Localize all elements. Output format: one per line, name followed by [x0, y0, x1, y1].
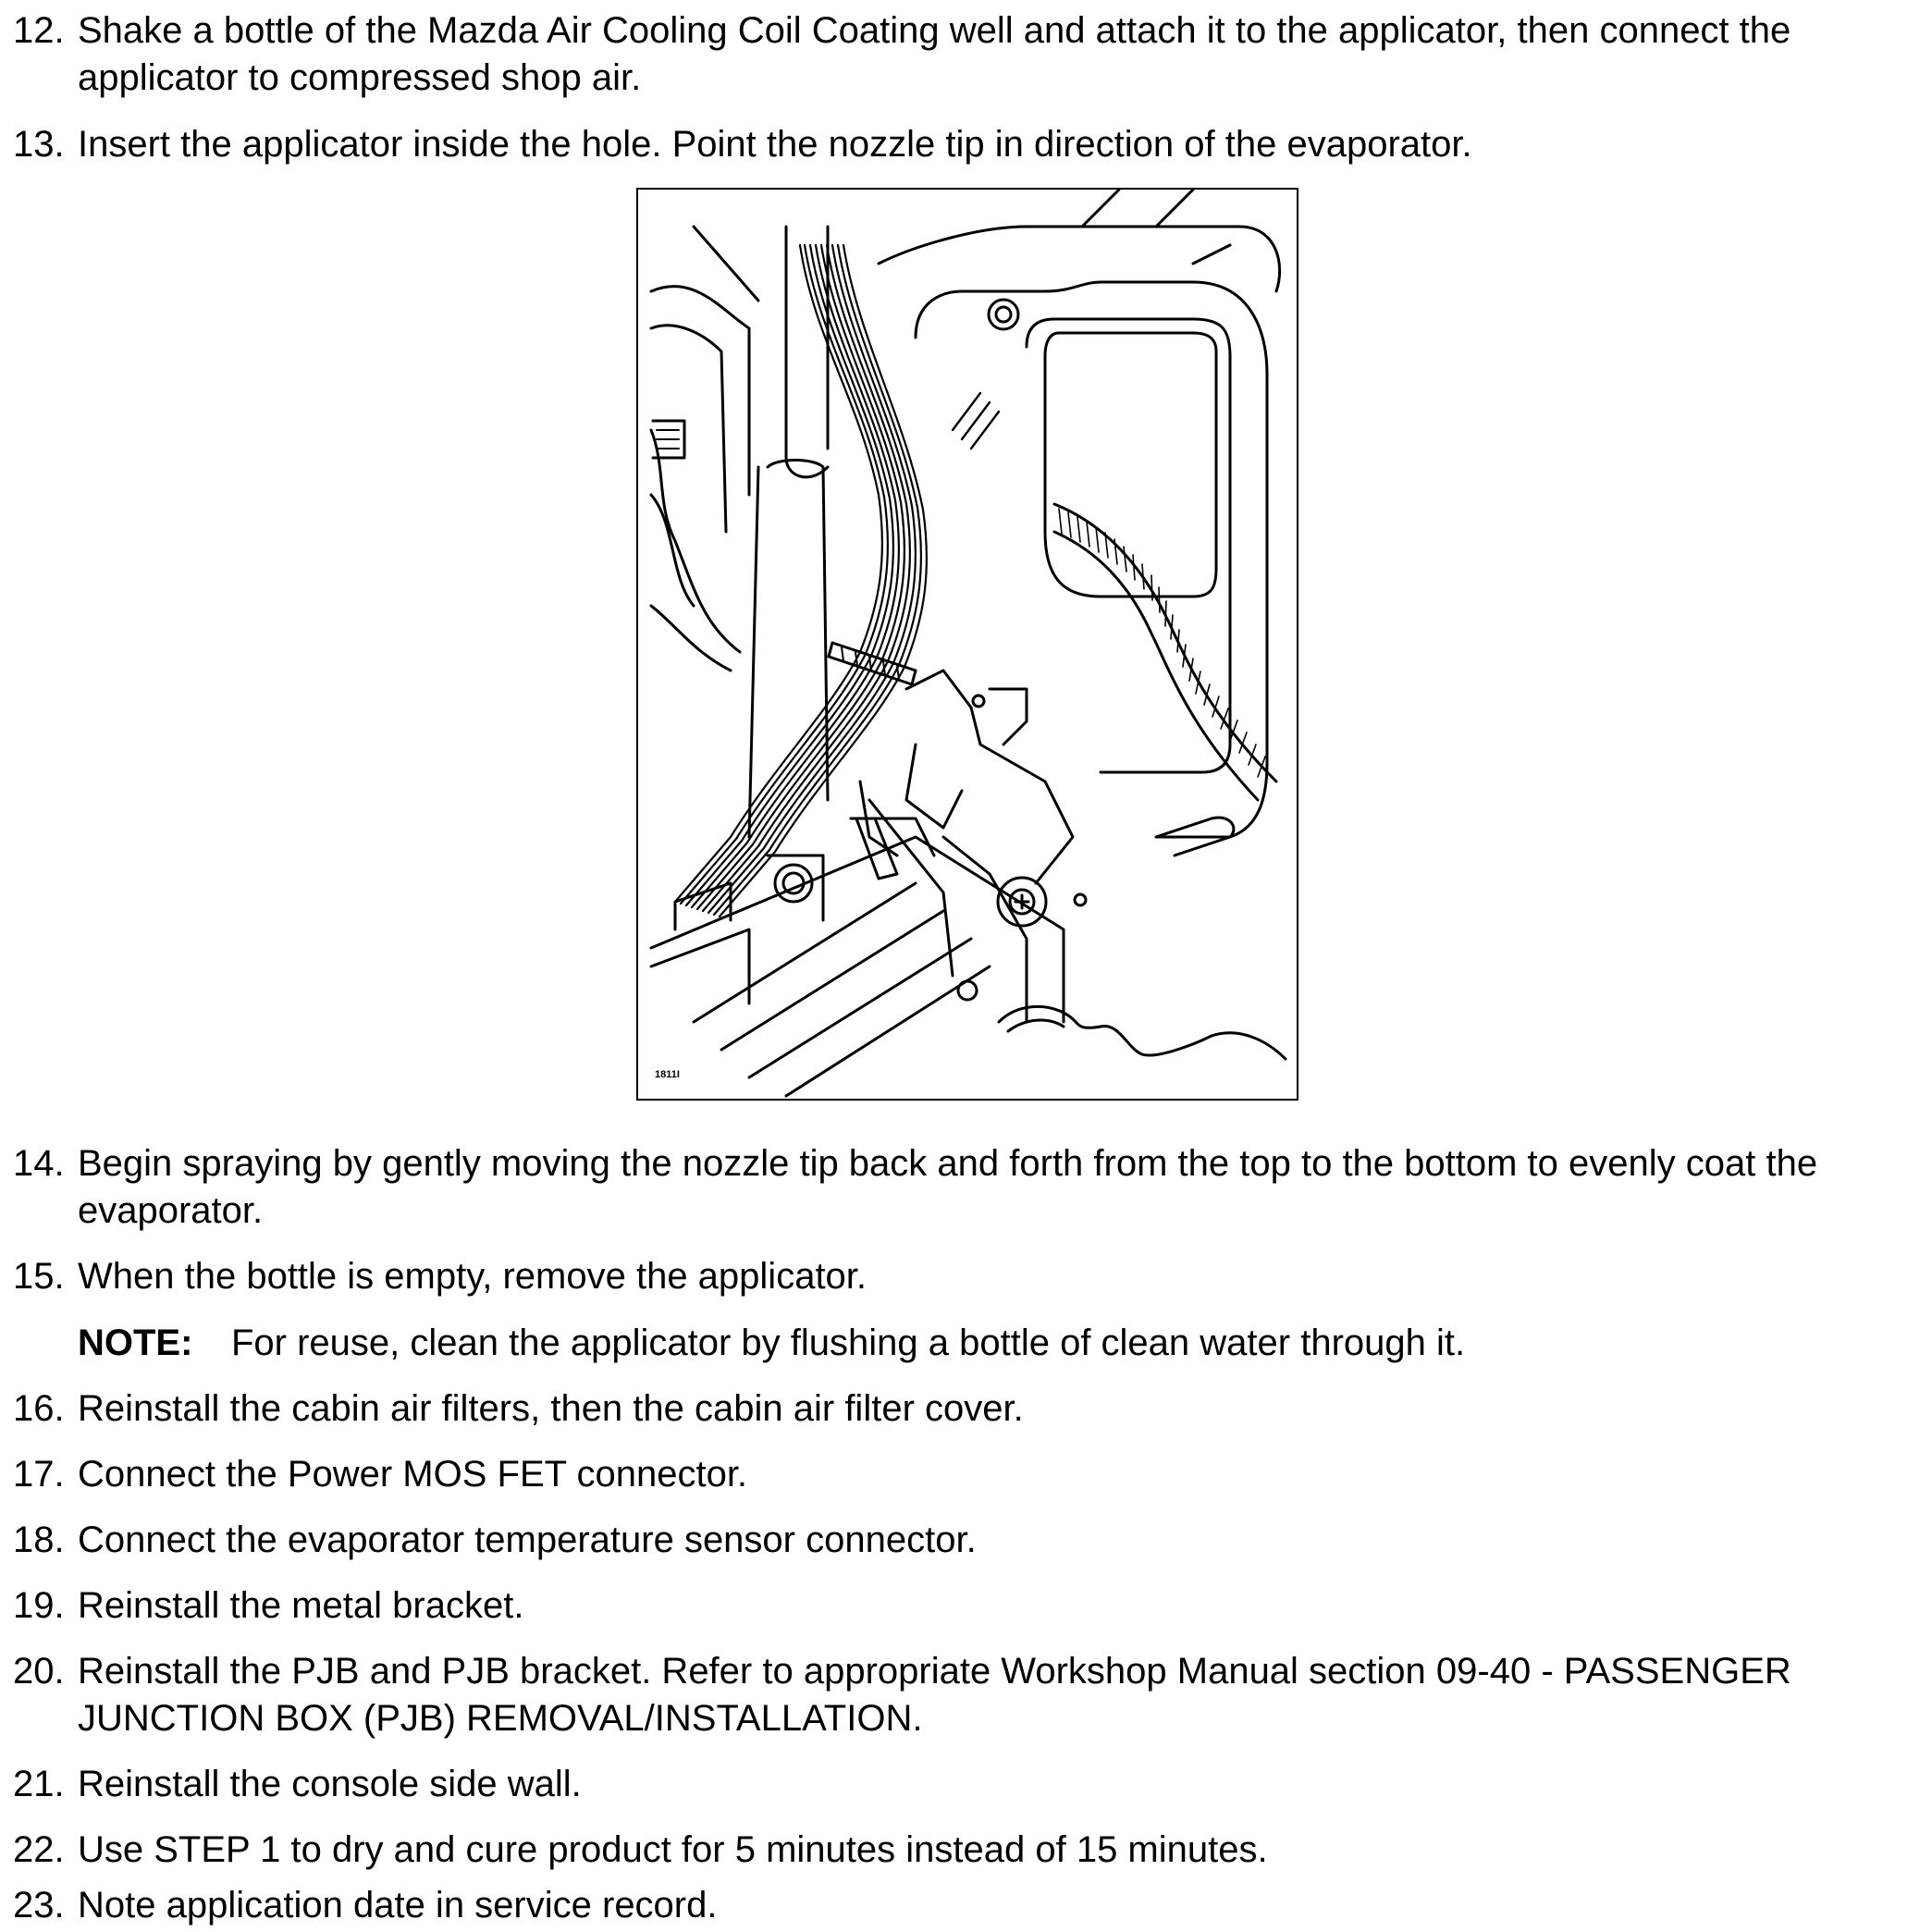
step-text: Begin spraying by gently moving the nozzle tip back and forth from the top to the bottom to evenly coat the evaporator. — [78, 1143, 1818, 1231]
step-number: 23. — [13, 1885, 65, 1926]
step-text: Reinstall the metal bracket. — [78, 1585, 524, 1626]
step-number: 19. — [13, 1585, 65, 1626]
step-number: 22. — [13, 1829, 65, 1870]
step-text: Connect the Power MOS FET connector. — [78, 1454, 748, 1495]
note — [78, 1320, 1465, 1367]
step-text: Reinstall the console side wall. — [78, 1764, 582, 1804]
note-label: NOTE: — [78, 1323, 193, 1363]
step-text: Shake a bottle of the Mazda Air Cooling Coil Coating well and attach it to the applicator, then connect the applicator to compressed shop air. — [78, 10, 1791, 98]
figure-id-label: 1811I — [655, 1069, 680, 1080]
step-number: 18. — [13, 1520, 65, 1560]
step-number: 13. — [13, 124, 65, 165]
wiring-harness-drawing — [638, 190, 1297, 1099]
step-text: Note application date in service record. — [78, 1885, 718, 1926]
step-text: Reinstall the PJB and PJB bracket. Refer to appropriate Workshop Manual section 09-40 - PASSENGER JUNCTION BOX (PJB) REMOVAL/INSTALLATION. — [78, 1651, 1791, 1739]
step-number: 17. — [13, 1454, 65, 1495]
step-text: When the bottle is empty, remove the applicator. — [78, 1256, 868, 1297]
step-number: 12. — [13, 10, 65, 51]
step-text: Reinstall the cabin air filters, then the cabin air filter cover. — [78, 1388, 1024, 1429]
step-number: 16. — [13, 1388, 65, 1429]
step-text: Connect the evaporator temperature sensor connector. — [78, 1520, 977, 1560]
step-number: 21. — [13, 1764, 65, 1804]
step-text: Use STEP 1 to dry and cure product for 5 minutes instead of 15 minutes. — [78, 1829, 1268, 1870]
note-text: For reuse, clean the applicator by flushing a bottle of clean water through it. — [231, 1323, 1466, 1363]
step-number: 20. — [13, 1651, 65, 1692]
step-number: 14. — [13, 1143, 65, 1184]
step-number: 15. — [13, 1256, 65, 1297]
evaporator-illustration — [636, 188, 1298, 1101]
step-text: Insert the applicator inside the hole. Point the nozzle tip in direction of the evaporator. — [78, 124, 1472, 165]
